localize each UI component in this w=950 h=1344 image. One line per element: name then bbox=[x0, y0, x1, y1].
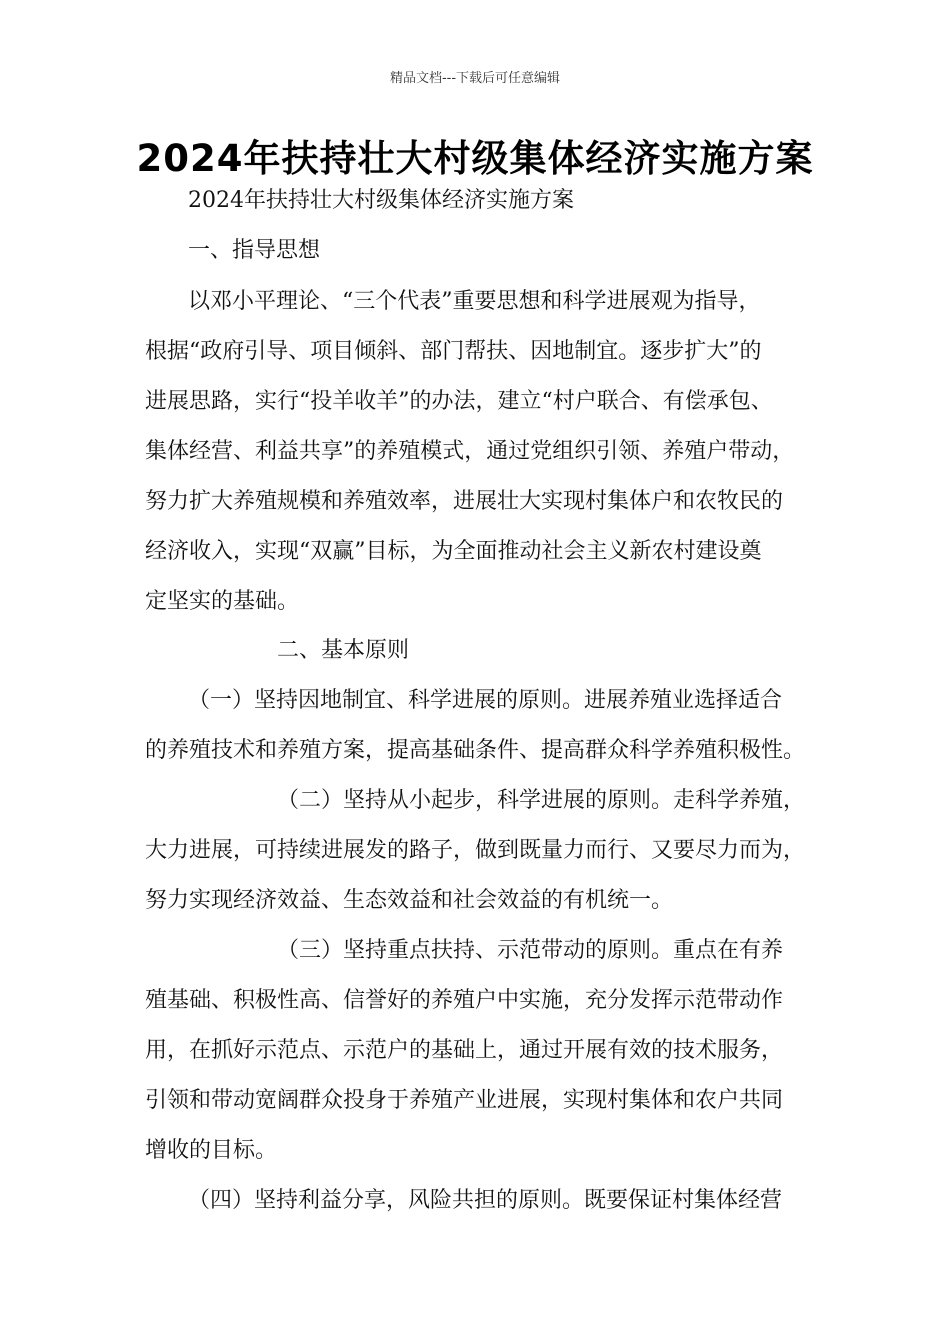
paragraph-line: 用，在抓好示范点、示范户的基础上，通过开展有效的技术服务， bbox=[145, 1038, 784, 1063]
paragraph-line: 殖基础、积极性高、信誉好的养殖户中实施，充分发挥示范带动作 bbox=[145, 988, 784, 1013]
paragraph-line: （二）坚持从小起步，科学进展的原则。走科学养殖， bbox=[277, 788, 806, 813]
paragraph-line: 集体经营、利益共享”的养殖模式，通过党组织引领、养殖户带动， bbox=[145, 439, 795, 464]
document-title: 2024年扶持壮大村级集体经济实施方案 bbox=[136, 137, 814, 180]
paragraph-line: 增收的目标。 bbox=[145, 1138, 278, 1163]
paragraph-line: 定坚实的基础。 bbox=[145, 589, 300, 614]
paragraph-line: 进展思路，实行“投羊收羊”的办法，建立“村户联合、有偿承包、 bbox=[145, 389, 773, 414]
paragraph-line: 努力扩大养殖规模和养殖效率，进展壮大实现村集体户和农牧民的 bbox=[145, 489, 784, 514]
paragraph-line: （四）坚持利益分享，风险共担的原则。既要保证村集体经营 bbox=[188, 1188, 783, 1213]
section-heading: 二、基本原则 bbox=[277, 638, 410, 663]
section-heading: 一、指导思想 bbox=[188, 238, 321, 263]
paragraph-line: 努力实现经济效益、生态效益和社会效益的有机统一。 bbox=[145, 888, 674, 913]
paragraph-line: （一）坚持因地制宜、科学进展的原则。进展养殖业选择适合 bbox=[188, 688, 783, 713]
paragraph-line: 引领和带动宽阔群众投身于养殖产业进展，实现村集体和农户共同 bbox=[145, 1088, 784, 1113]
paragraph-line: 以邓小平理论、“三个代表”重要思想和科学进展观为指导， bbox=[188, 289, 761, 314]
paragraph-line: 根据“政府引导、项目倾斜、部门帮扶、因地制宜。逐步扩大”的 bbox=[145, 339, 762, 364]
page-header: 精品文档---下载后可任意编辑 bbox=[389, 71, 561, 86]
paragraph-line: 大力进展，可持续进展发的路子，做到既量力而行、又要尽力而为， bbox=[145, 838, 806, 863]
subtitle-line: 2024年扶持壮大村级集体经济实施方案 bbox=[188, 188, 574, 213]
paragraph-line: （三）坚持重点扶持、示范带动的原则。重点在有养 bbox=[277, 938, 784, 963]
paragraph-line: 的养殖技术和养殖方案，提高基础条件、提高群众科学养殖积极性。 bbox=[145, 738, 806, 763]
paragraph-line: 经济收入，实现“双赢”目标，为全面推动社会主义新农村建设奠 bbox=[145, 539, 762, 564]
